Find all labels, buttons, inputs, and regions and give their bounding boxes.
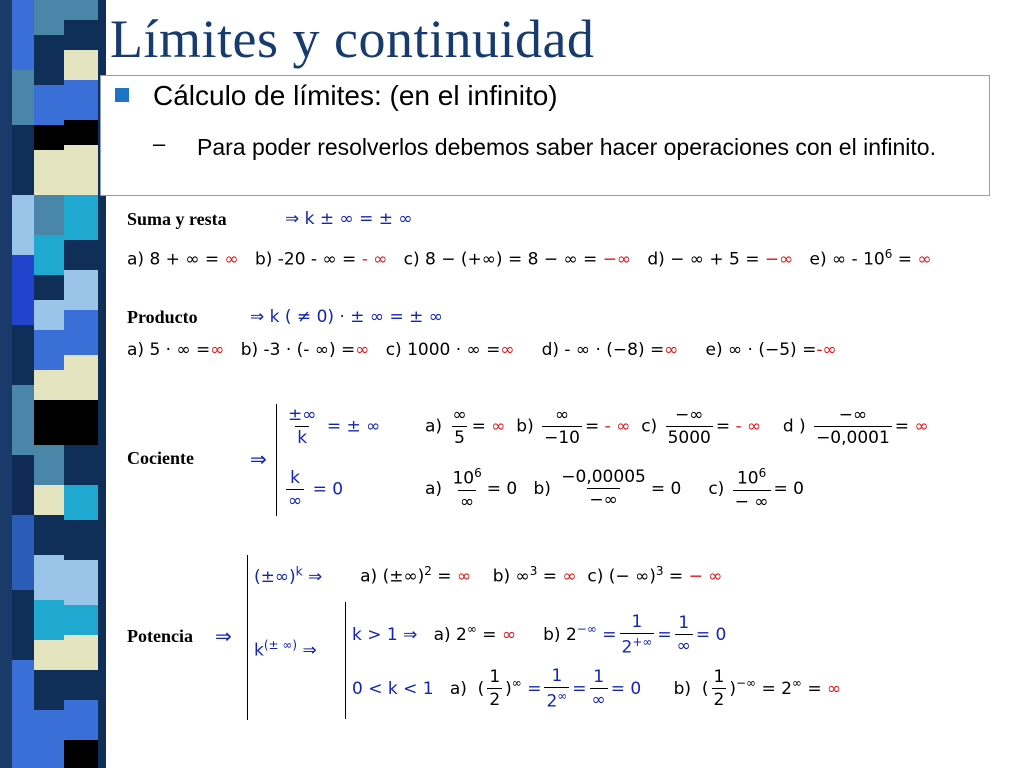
potencia-row2: k(± ∞) ⇒ (254, 638, 317, 661)
producto-b: b) -3 · (- ∞) = (240, 340, 356, 360)
producto-rule: ⇒ k ( ≠ 0) · ± ∞ = ± ∞ (250, 307, 443, 327)
cociente-rule-2: $\frac{k}{\infty}$ = 0 (288, 468, 344, 511)
potencia-sub-brace (345, 602, 346, 719)
potencia-heading: Potencia (127, 626, 193, 646)
suma-c-result: −∞ (602, 249, 632, 270)
page-title: Límites y continuidad (110, 9, 595, 69)
potencia-row1: (±∞)$^k$ ⇒ a) (±∞)$^2$ = ∞ b) ∞$^3$ = ∞ c) (− ∞)$^3$ = − ∞ (254, 564, 723, 587)
suma-e-eq: = (897, 249, 913, 270)
cociente-brace (276, 404, 277, 516)
producto-b-result: ∞ (355, 340, 370, 360)
potencia-arrow: ⇒ (215, 624, 232, 648)
suma-e: e) ∞ - 10 (809, 249, 885, 270)
bullet-text: Cálculo de límites: (en el infinito) (153, 80, 558, 111)
suma-d: d) − ∞ + 5 = (647, 249, 760, 270)
cociente-rule-1: $\frac{\pm\infty}{k}$ = ± ∞ (288, 405, 381, 448)
suma-heading: Suma y resta (127, 209, 227, 229)
producto-a-result: ∞ (210, 340, 225, 360)
producto-a: a) 5 · ∞ = (127, 340, 211, 360)
cociente-arrow: ⇒ (250, 447, 267, 471)
square-bullet-icon (115, 88, 129, 102)
suma-a: a) 8 + ∞ = (127, 249, 220, 270)
suma-b: b) -20 - ∞ = (254, 249, 357, 270)
producto-c-result: ∞ (500, 340, 515, 360)
producto-e-result: -∞ (816, 340, 837, 360)
suma-e-exp: 6 (884, 247, 893, 261)
producto-d-result: ∞ (664, 340, 679, 360)
suma-c: c) 8 − (+∞) = 8 − ∞ = (403, 249, 598, 270)
potencia-sub1: k > 1 ⇒ a) 2∞ = ∞ b) 2−∞ = $\frac{1}{2^{+\infty}}$ = $\frac{1}{\infty}$ = 0 (352, 612, 727, 658)
intro-box (100, 75, 990, 196)
suma-a-result: ∞ (224, 249, 239, 270)
sub-dash: – (153, 131, 166, 156)
suma-rule: ⇒ k ± ∞ = ± ∞ (285, 209, 413, 229)
cociente-examples-row1: a) $\frac{\infty}{5}$ = ∞ b) $\frac{\infty}{-10}$ = - ∞ c) $\frac{-\infty}{5000}$ = - ∞ d ) $\frac{-\infty}{-0,0001}$ = ∞ (425, 405, 929, 448)
suma-e-result: ∞ (917, 249, 932, 270)
cociente-examples-row2: a) $\frac{10^6}{\infty}$ = 0 b) $\frac{-0,00005}{-\infty}$ = 0 c) $\frac{10^6}{- \infty}$ = 0 (425, 466, 804, 512)
suma-d-result: −∞ (764, 249, 794, 270)
cociente-heading: Cociente (127, 448, 194, 468)
producto-heading: Producto (127, 307, 198, 327)
potencia-sub2: 0 < k < 1 a) ( $\frac{1}{2}$ )∞ = $\frac{1}{2^\infty}$ = $\frac{1}{\infty}$ = 0 b) ( $\frac{1}{2}$ )−∞ = 2∞ = ∞ (352, 666, 842, 712)
sub-bullet-text: Para poder resolverlos debemos saber hacer operaciones con el infinito. (197, 134, 936, 160)
producto-examples (127, 340, 837, 360)
producto-e: e) ∞ · (−5) = (705, 340, 817, 360)
suma-examples (127, 247, 932, 270)
producto-d: d) - ∞ · (−8) = (541, 340, 665, 360)
potencia-brace (247, 555, 248, 720)
producto-c: c) 1000 · ∞ = (385, 340, 501, 360)
suma-b-result: - ∞ (361, 249, 388, 270)
